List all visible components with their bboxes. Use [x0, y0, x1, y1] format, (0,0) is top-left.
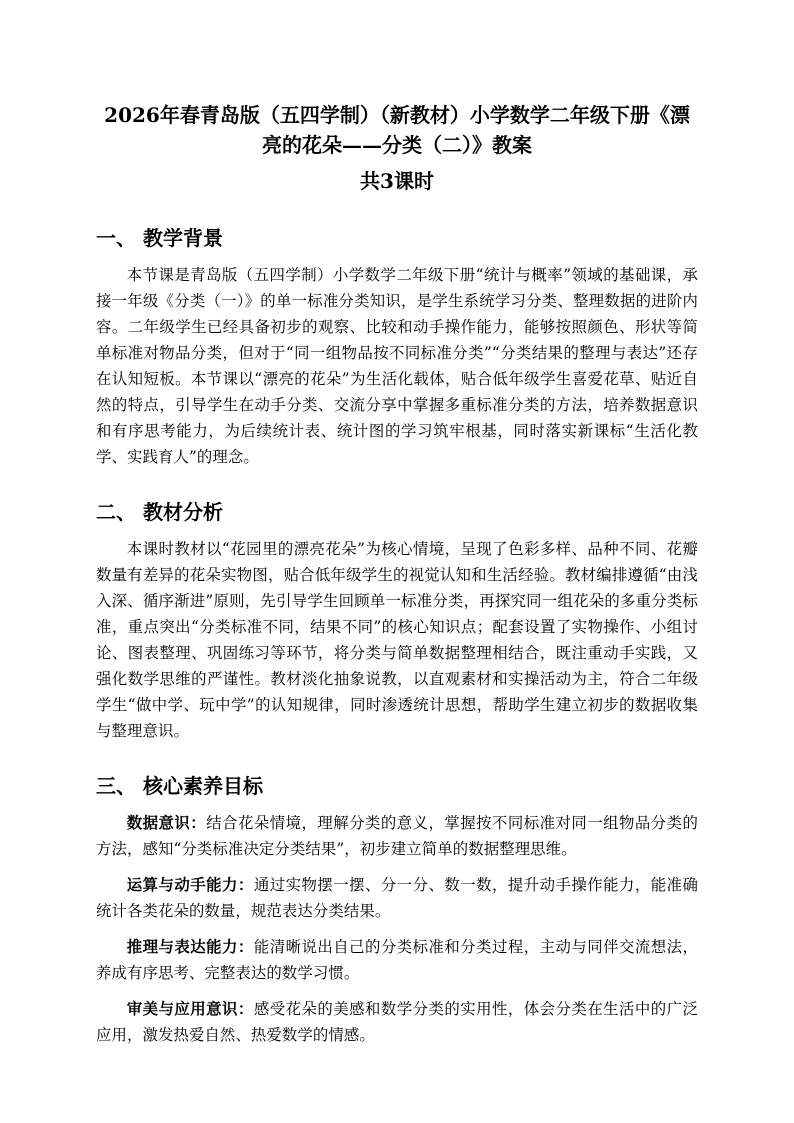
goal-label: 推理与表达能力： [126, 938, 254, 956]
goal-text: 能清晰说出自己的分类标准和分类过程，主动与同伴交流想法，养成有序思考、完整表达的数学习惯。 [96, 938, 698, 982]
section-paragraph-textbook-analysis: 本课时教材以“花园里的漂亮花朵”为核心情境，呈现了色彩多样、品种不同、花瓣数量有差异的花朵实物图，贴合低年级学生的视觉认知和生活经验。教材编排遵循“由浅入深、循序渐进”原则，先引导学生回顾单一标准分类，再探究同一组花朵的多重分类标准，重点突出“分类标准不同，结果不同”的核心知识点；配套设置了实物操作、小组讨论、图表整理、巩固练习等环节，将分类与简单数据整理相结合，既注重动手实践，又强化数学思维的严谨性。教材淡化抽象说教，以直观素材和实操活动为主，符合二年级学生“做中学、玩中学”的认知规律，同时渗透统计思想，帮助学生建立初步的数据收集与整理意识。 [96, 540, 698, 740]
section-heading-background: 一、 教学背景 [96, 226, 223, 250]
goal-label: 审美与应用意识： [126, 1000, 254, 1018]
goal-data-awareness [96, 810, 698, 862]
goal-label: 数据意识： [126, 814, 207, 832]
goal-label: 运算与动手能力： [126, 876, 254, 894]
goal-text: 感受花朵的美感和数学分类的实用性，体会分类在生活中的广泛应用，激发热爱自然、热爱数学的情感。 [96, 1000, 698, 1044]
document-title: 2026年春青岛版（五四学制）（新教材）小学数学二年级下册《漂亮的花朵——分类（二）》教案 [104, 103, 690, 157]
goal-hands-on-ability [96, 872, 698, 924]
goal-reasoning-expression [96, 934, 698, 986]
section-heading-core-goals: 三、 核心素养目标 [96, 774, 263, 798]
section-paragraph-background: 本节课是青岛版（五四学制）小学数学二年级下册“统计与概率”领域的基础课，承接一年级《分类（一）》的单一标准分类知识，是学生系统学习分类、整理数据的进阶内容。二年级学生已经具备初步的观察、比较和动手操作能力，能够按照颜色、形状等简单标准对物品分类，但对于“同一组物品按不同标准分类”“分类结果的整理与表达”还存在认知短板。本节课以“漂亮的花朵”为生活化载体，贴合低年级学生喜爱花草、贴近自然的特点，引导学生在动手分类、交流分享中掌握多重标准分类的方法，培养数据意识和有序思考能力，为后续统计表、统计图的学习筑牢根基，同时落实新课标“生活化教学、实践育人”的理念。 [96, 266, 698, 466]
goal-text: 结合花朵情境，理解分类的意义，掌握按不同标准对同一组物品分类的方法，感知“分类标准决定分类结果”，初步建立简单的数据整理思维。 [96, 814, 698, 858]
document-subtitle: 共3课时 [360, 169, 434, 193]
goal-aesthetic-application [96, 996, 698, 1048]
goal-text: 通过实物摆一摆、分一分、数一数，提升动手操作能力，能准确统计各类花朵的数量，规范表达分类结果。 [96, 876, 698, 920]
section-heading-textbook-analysis: 二、 教材分析 [96, 500, 223, 524]
